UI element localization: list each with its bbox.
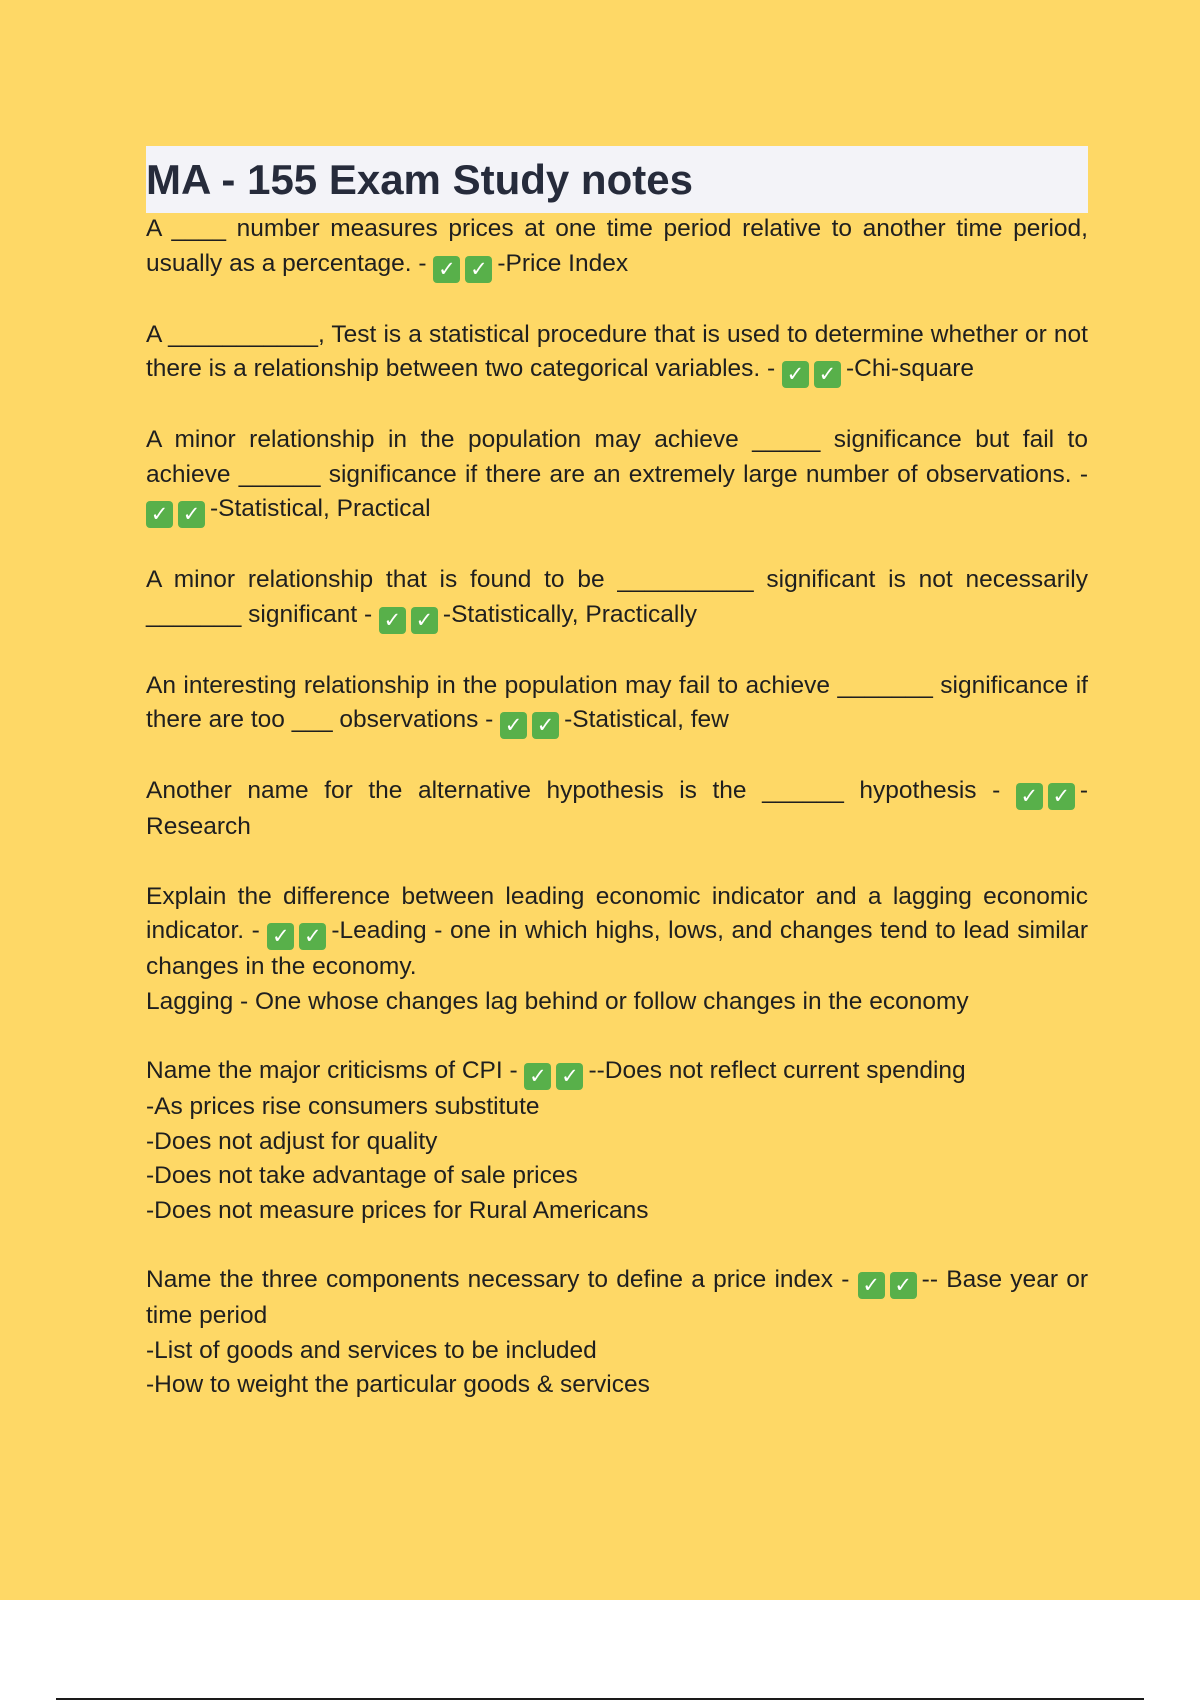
question-answer-paragraph <box>146 212 1088 283</box>
question-text: An interesting relationship in the population may fail to achieve _______ significance if there are too ___ observations - <box>146 671 1088 733</box>
question-text: A minor relationship in the population may achieve _____ significance but fail to achieve ______ significance if there are an extremely large number of observations. - <box>146 426 1088 488</box>
answer-line: -Does not measure prices for Rural Americans <box>146 1196 649 1224</box>
answer-text: -Price Index <box>497 249 629 277</box>
study-note <box>146 423 1088 528</box>
check-mark-icon: ✓ <box>465 256 492 283</box>
study-note <box>146 212 1088 283</box>
answer-text: -Leading - one in which highs, lows, and changes tend to lead similar changes in the economy. <box>146 917 1088 980</box>
question-text: Explain the difference between leading economic indicator and a lagging economic indicator. - <box>146 882 1088 944</box>
study-note <box>146 669 1088 740</box>
question-text: Name the three components necessary to define a price index - <box>146 1266 858 1293</box>
check-mark-icon: ✓ <box>858 1272 885 1299</box>
check-mark-icon: ✓ <box>1016 783 1043 810</box>
study-note <box>146 774 1088 845</box>
check-mark-icon: ✓ <box>433 256 460 283</box>
question-text: Name the major criticisms of CPI - <box>146 1057 525 1084</box>
answer-line: -How to weight the particular goods & services <box>146 1371 650 1398</box>
check-mark-icon: ✓ <box>556 1063 583 1090</box>
page-title: MA - 155 Exam Study notes <box>146 156 693 203</box>
study-note <box>146 563 1088 634</box>
answer-line: Lagging - One whose changes lag behind or follow changes in the economy <box>146 987 969 1015</box>
study-note <box>146 1054 1088 1228</box>
study-note <box>146 880 1088 1020</box>
answer-text: -- Base year or time period <box>146 1266 1088 1329</box>
check-mark-icon: ✓ <box>524 1063 551 1090</box>
answer-text: -Statistically, Practically <box>442 600 698 628</box>
study-notes-list <box>146 212 1088 1438</box>
question-text: A ____ number measures prices at one time period relative to another time period, usually as a percentage. - <box>146 215 1088 277</box>
question-answer-paragraph <box>146 880 1088 985</box>
question-answer-paragraph <box>146 1054 1088 1090</box>
study-note <box>146 1263 1088 1403</box>
answer-text: -Statistical, few <box>564 706 729 733</box>
check-mark-icon: ✓ <box>267 923 294 950</box>
answer-text: -Research <box>146 777 1088 840</box>
check-mark-icon: ✓ <box>782 361 809 388</box>
question-text: A minor relationship that is found to be __________ significant is not necessarily _______ significant - <box>146 566 1088 628</box>
check-mark-icon: ✓ <box>890 1272 917 1299</box>
check-mark-icon: ✓ <box>500 712 527 739</box>
check-mark-icon: ✓ <box>299 923 326 950</box>
check-mark-icon: ✓ <box>411 607 438 634</box>
question-answer-paragraph <box>146 1263 1088 1334</box>
answer-text: --Does not reflect current spending <box>588 1057 966 1084</box>
answer-line: -List of goods and services to be included <box>146 1336 597 1364</box>
answer-text: -Statistical, Practical <box>210 495 431 522</box>
answer-line: -Does not take advantage of sale prices <box>146 1162 578 1189</box>
study-note <box>146 318 1088 389</box>
question-answer-paragraph <box>146 669 1088 740</box>
question-answer-paragraph <box>146 774 1088 845</box>
check-mark-icon: ✓ <box>178 501 205 528</box>
question-text: A ___________, Test is a statistical procedure that is used to determine whether or not there is a relationship between two categorical variables. - <box>146 320 1088 382</box>
check-mark-icon: ✓ <box>146 501 173 528</box>
question-text: Another name for the alternative hypothesis is the ______ hypothesis - <box>146 777 1016 804</box>
check-mark-icon: ✓ <box>1048 783 1075 810</box>
question-answer-paragraph <box>146 563 1088 634</box>
check-mark-icon: ✓ <box>814 361 841 388</box>
question-answer-paragraph <box>146 423 1088 528</box>
answer-line: -As prices rise consumers substitute <box>146 1093 540 1120</box>
answer-line: -Does not adjust for quality <box>146 1127 438 1155</box>
check-mark-icon: ✓ <box>532 712 559 739</box>
check-mark-icon: ✓ <box>379 607 406 634</box>
question-answer-paragraph <box>146 318 1088 389</box>
answer-text: -Chi-square <box>845 355 974 382</box>
